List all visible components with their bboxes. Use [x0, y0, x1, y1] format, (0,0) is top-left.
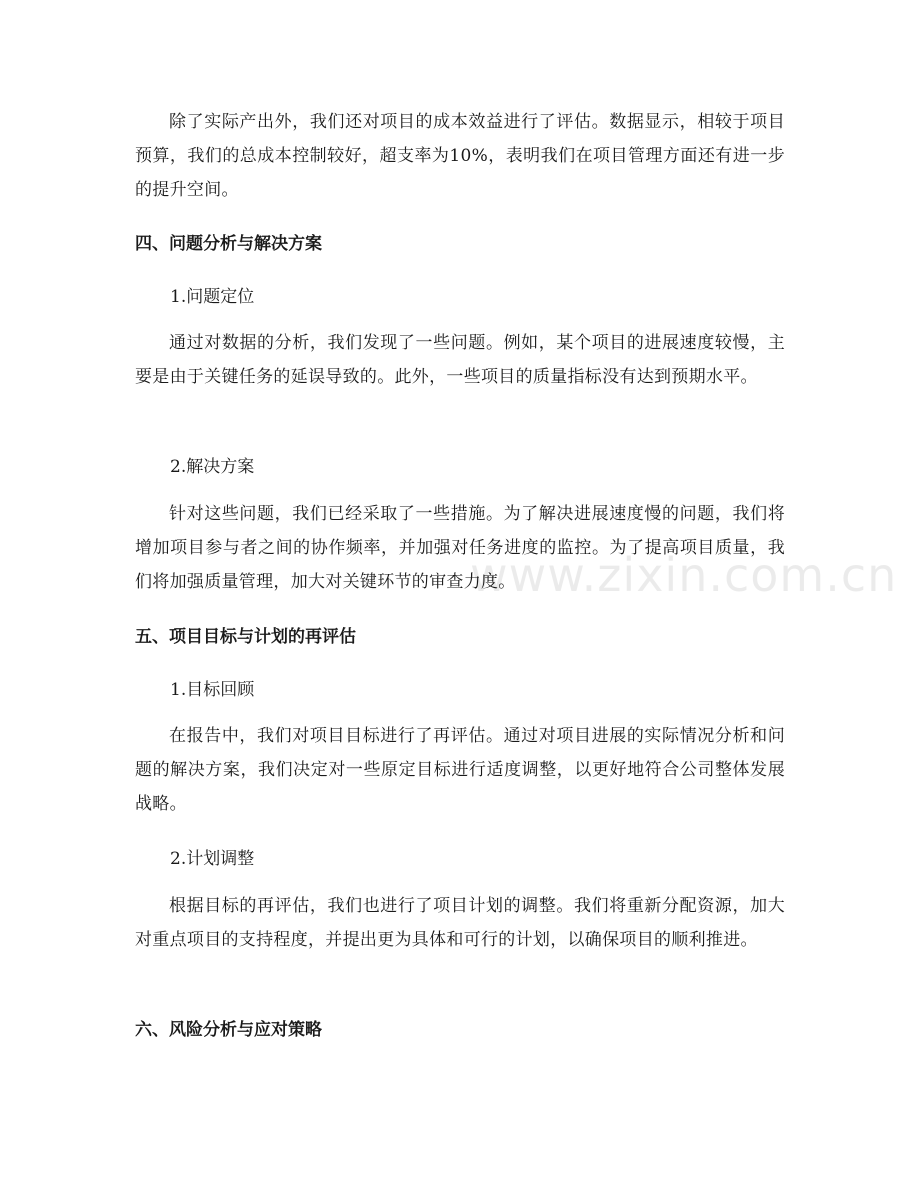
- section-heading-4: 四、问题分析与解决方案: [135, 234, 322, 254]
- watermark: www.zixin.com.cn: [470, 548, 898, 602]
- subheading-goal-review: 1.目标回顾: [170, 680, 255, 700]
- section-heading-6: 六、风险分析与应对策略: [135, 1020, 322, 1040]
- paragraph-solution: 针对这些问题，我们已经采取了一些措施。为了解决进展速度慢的问题，我们将增加项目参与者之间的协作频率，并加强对任务进度的监控。为了提高项目质量，我们将加强质量管理，加大对关键环节的审查力度。: [135, 504, 785, 592]
- subheading-solution: 2.解决方案: [170, 457, 255, 477]
- subheading-plan-adjustment: 2.计划调整: [170, 849, 255, 869]
- paragraph-plan-adjustment: 根据目标的再评估，我们也进行了项目计划的调整。我们将重新分配资源，加大对重点项目的支持程度，并提出更为具体和可行的计划，以确保项目的顺利推进。: [135, 896, 785, 950]
- paragraph-cost-evaluation: 除了实际产出外，我们还对项目的成本效益进行了评估。数据显示，相较于项目预算，我们的总成本控制较好，超支率为10%，表明我们在项目管理方面还有进一步的提升空间。: [135, 112, 785, 200]
- paragraph-problem-location: 通过对数据的分析，我们发现了一些问题。例如，某个项目的进展速度较慢，主要是由于关键任务的延误导致的。此外，一些项目的质量指标没有达到预期水平。: [135, 333, 785, 387]
- section-heading-5: 五、项目目标与计划的再评估: [135, 627, 356, 647]
- subheading-problem-location: 1.问题定位: [170, 287, 255, 307]
- paragraph-goal-review: 在报告中，我们对项目目标进行了再评估。通过对项目进展的实际情况分析和问题的解决方案，我们决定对一些原定目标进行适度调整，以更好地符合公司整体发展战略。: [135, 726, 785, 814]
